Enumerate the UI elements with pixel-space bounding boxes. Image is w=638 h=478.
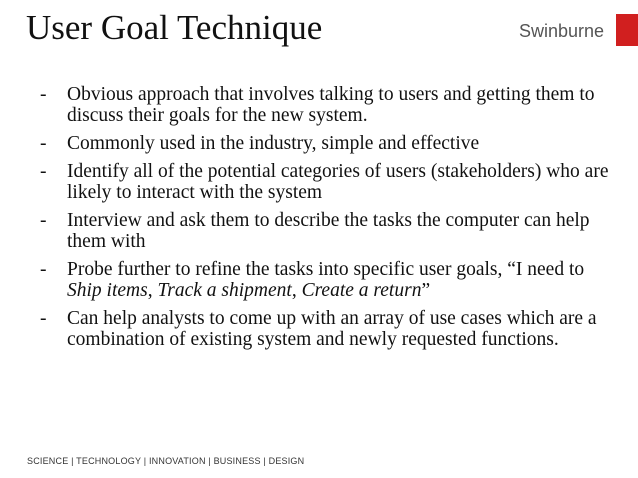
italic-create-return: Create a return	[301, 280, 422, 301]
italic-ship-items: Ship items	[67, 280, 148, 301]
bullet-text: Can help analysts to come up with an array of use cases which are a combination of existing system and newly requested functions.	[67, 308, 597, 350]
bullet-marker: -	[40, 84, 47, 105]
slide-title: User Goal Technique	[26, 8, 323, 47]
bullet-marker: -	[40, 210, 47, 231]
bullet-text: Obvious approach that involves talking to users and getting them to discuss their goals for the new system.	[67, 84, 595, 126]
bullet-marker: -	[40, 308, 47, 329]
brand-name: Swinburne	[518, 21, 604, 41]
slide-footer: SCIENCE | TECHNOLOGY | INNOVATION | BUSINESS | DESIGN	[27, 456, 305, 466]
bullet-text: Interview and ask them to describe the tasks the computer can help them with	[67, 210, 590, 252]
bullet-list	[38, 84, 613, 357]
bullet-marker: -	[40, 259, 47, 280]
italic-track-shipment: Track a shipment	[157, 280, 292, 301]
bullet-text-start: Probe further to refine the tasks into specific user goals, “I need to	[67, 259, 585, 280]
bullet-item	[38, 308, 613, 350]
bullet-item	[38, 210, 613, 252]
bullet-item	[38, 133, 613, 154]
bullet-text: Commonly used in the industry, simple and effective	[67, 133, 480, 154]
bullet-marker: -	[40, 133, 47, 154]
bullet-marker: -	[40, 161, 47, 182]
bullet-item	[38, 84, 613, 126]
bullet-text	[67, 259, 584, 301]
brand-accent-bar	[616, 14, 638, 46]
separator: ,	[291, 280, 302, 301]
bullet-item	[38, 259, 613, 301]
bullet-text: Identify all of the potential categories of users (stakeholders) who are likely to interact with the system	[67, 161, 609, 203]
bullet-item	[38, 161, 613, 203]
bullet-text-end: ”	[421, 280, 431, 301]
separator: ,	[147, 280, 158, 301]
